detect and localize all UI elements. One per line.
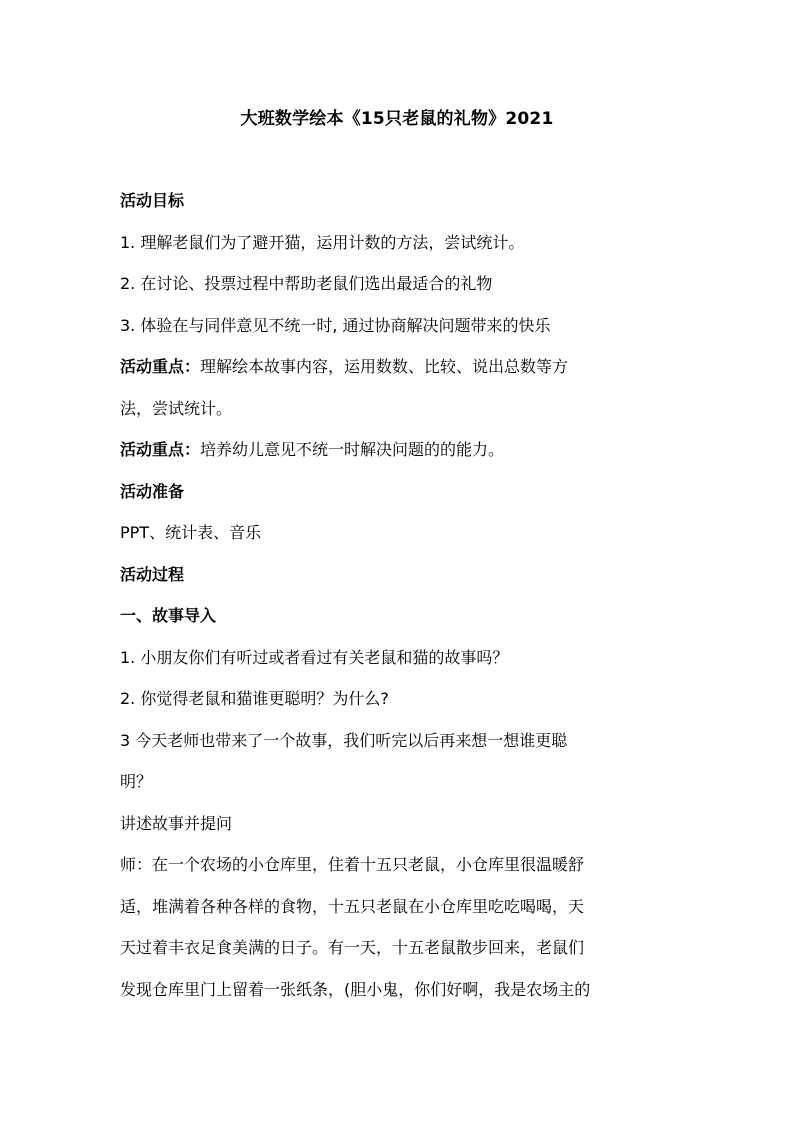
story-line-4: 发现仓库里门上留着一张纸条，(胆小鬼，你们好啊，我是农场主的 (120, 979, 591, 999)
focus-text-1a: 理解绘本故事内容，运用数数、比较、说出总数等方 (200, 357, 569, 376)
question-3a: 3 今天老师也带来了一个故事，我们听完以后再来想一想谁更聪 (120, 730, 568, 750)
prep-heading: 活动准备 (120, 481, 185, 501)
goals-heading: 活动目标 (120, 191, 185, 210)
story-line-1: 师：在一个农场的小仓库里，住着十五只老鼠，小仓库里很温暖舒 (120, 855, 585, 874)
goal-item-2: 2. 在讨论、投票过程中帮助老鼠们选出最适合的礼物 (120, 274, 493, 293)
focus-text-1b: 法，尝试统计。 (120, 398, 233, 418)
focus-text-2: 培养幼儿意见不统一时解决问题的的能力。 (200, 440, 505, 459)
focus-paragraph-1 (120, 346, 680, 388)
story-line-2: 适，堆满着各种各样的食物，十五只老鼠在小仓库里吃吃喝喝，天 (120, 896, 585, 916)
focus-paragraph-2 (120, 429, 680, 471)
story-heading: 讲述故事并提问 (120, 813, 233, 833)
prep-text: PPT、统计表、音乐 (120, 523, 262, 542)
story-line-3: 天过着丰衣足食美满的日子。有一天，十五老鼠散步回来，老鼠们 (120, 938, 585, 957)
focus-label-1: 活动重点： (120, 357, 201, 376)
question-1: 1. 小朋友你们有听过或者看过有关老鼠和猫的故事吗？ (120, 647, 509, 667)
process-heading: 活动过程 (120, 564, 185, 584)
document-body (120, 180, 680, 1010)
question-3b: 明？ (120, 772, 153, 791)
focus-label-2: 活动重点： (120, 440, 201, 459)
goal-item-3: 3. 体验在与同伴意见不统一时, 通过协商解决问题带来的快乐 (120, 315, 551, 335)
goal-item-1: 1. 理解老鼠们为了避开猫，运用计数的方法，尝试统计。 (120, 232, 525, 252)
document-title: 大班数学绘本《15只老鼠的礼物》2021 (240, 109, 554, 129)
question-2: 2. 你觉得老鼠和猫谁更聪明？为什么? (120, 689, 389, 708)
section-1-heading: 一、故事导入 (120, 606, 217, 625)
